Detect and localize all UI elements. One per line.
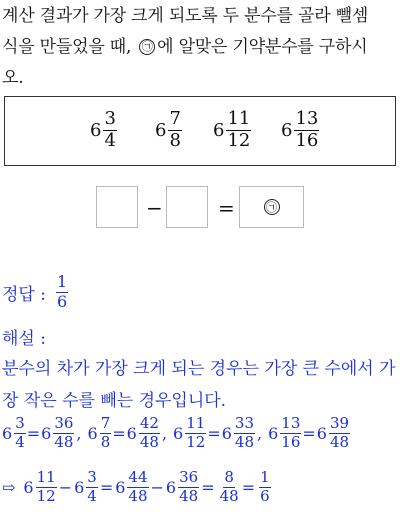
numerator: 11 (186, 414, 206, 432)
whole-number: 6 (165, 477, 177, 497)
circle-label-icon: ㉠ (264, 199, 280, 215)
whole-number: 6 (41, 423, 52, 443)
question-line-2-start: 식을 만들었을 때, (2, 37, 132, 57)
answer-denominator: 6 (56, 291, 68, 311)
denominator: 4 (87, 486, 97, 505)
whole-number: 6 (74, 477, 85, 497)
blank-box-2[interactable] (166, 186, 208, 228)
choice-whole: 6 (155, 119, 167, 141)
whole-number: 6 (268, 423, 279, 443)
conversion-line: 6 $\frac{3}{4}$ = 6 $\frac{36}{48}$ , 6 $\frac{7}{8}$ = 6 $\frac{42}{48}$ , 6 $\frac{11}{12}$ = 6 $\frac{33}{48}$ , 6 $\frac{13}{16}$ = 6 $\frac{39}{48}$ (2, 414, 350, 451)
answer-box (239, 186, 304, 228)
equals-sign: = (218, 196, 235, 220)
choice-whole: 6 (213, 119, 225, 141)
denominator: 16 (281, 432, 301, 451)
denominator: 6 (260, 486, 270, 505)
choice-denominator: 8 (169, 129, 181, 151)
numerator: 36 (179, 468, 199, 486)
numerator: 1 (260, 468, 270, 486)
whole-number: 6 (316, 423, 327, 443)
denominator: 48 (139, 432, 159, 451)
whole-number: 6 (126, 423, 137, 443)
denominator: 48 (234, 432, 254, 451)
choice-numerator: 13 (295, 108, 319, 129)
numerator: 33 (234, 414, 254, 432)
choice-fraction (155, 110, 213, 151)
numerator: 11 (36, 468, 56, 486)
denominator: 48 (54, 432, 74, 451)
choice-denominator: 4 (104, 129, 116, 151)
numerator: 39 (329, 414, 350, 432)
numerator: 42 (139, 414, 159, 432)
whole-number: 6 (173, 423, 184, 443)
denominator: 4 (15, 432, 25, 451)
denominator: 8 (100, 432, 111, 451)
choice-fraction (281, 110, 319, 151)
whole-number: 6 (221, 423, 232, 443)
circle-label-icon: ㉠ (139, 39, 155, 55)
answer-label: 정답 : (2, 284, 46, 305)
denominator: 48 (128, 486, 148, 505)
question-line-2-end: 에 알맞은 기약분수를 구하시 (157, 37, 368, 57)
question-line-1: 계산 결과가 가장 크게 되도록 두 분수를 골라 뺄셈 (2, 6, 369, 26)
arrow-icon: ⇨ (2, 477, 16, 497)
question-line-2 (2, 31, 367, 63)
whole-number: 6 (87, 423, 98, 443)
explanation-text-2: 장 작은 수를 빼는 경우입니다. (2, 391, 227, 411)
numerator: 44 (128, 468, 148, 486)
whole-number: 6 (2, 423, 13, 443)
explanation-label: 해설 : (2, 329, 46, 349)
answer-numerator: 1 (56, 272, 68, 291)
choice-denominator: 12 (227, 129, 251, 151)
choice-whole: 6 (90, 119, 102, 141)
blank-box-1[interactable] (96, 186, 138, 228)
final-computation-line: ⇨ 6 $\frac{11}{12}$ − 6 $\frac{3}{4}$ = 6 $\frac{44}{48}$ − 6 $\frac{36}{48}$ = $\frac{8}{48}$ = $\frac{1}{6}$ (2, 468, 270, 505)
numerator: 13 (281, 414, 301, 432)
whole-number: 6 (23, 477, 34, 497)
numerator: 7 (100, 414, 111, 432)
choice-numerator: 11 (227, 108, 251, 129)
denominator: 48 (329, 432, 350, 451)
numerator: 3 (15, 414, 25, 432)
numerator: 3 (87, 468, 97, 486)
choice-numerator: 3 (104, 108, 116, 129)
choice-whole: 6 (281, 119, 293, 141)
numerator: 8 (224, 468, 234, 486)
denominator: 48 (219, 486, 239, 505)
choice-denominator: 16 (295, 129, 319, 151)
denominator: 48 (179, 486, 199, 505)
whole-number: 6 (115, 477, 126, 497)
denominator: 12 (36, 486, 56, 505)
answer-line (2, 274, 68, 311)
choices-row (90, 110, 319, 151)
question-line-3: 오. (2, 68, 24, 88)
choice-fraction (90, 110, 155, 151)
minus-sign: − (146, 196, 163, 220)
explanation-text-1: 분수의 차가 가장 크게 되는 경우는 가장 큰 수에서 가 (2, 359, 396, 379)
choice-fraction (213, 110, 281, 151)
choice-numerator: 7 (169, 108, 181, 129)
numerator: 36 (54, 414, 74, 432)
denominator: 12 (186, 432, 206, 451)
